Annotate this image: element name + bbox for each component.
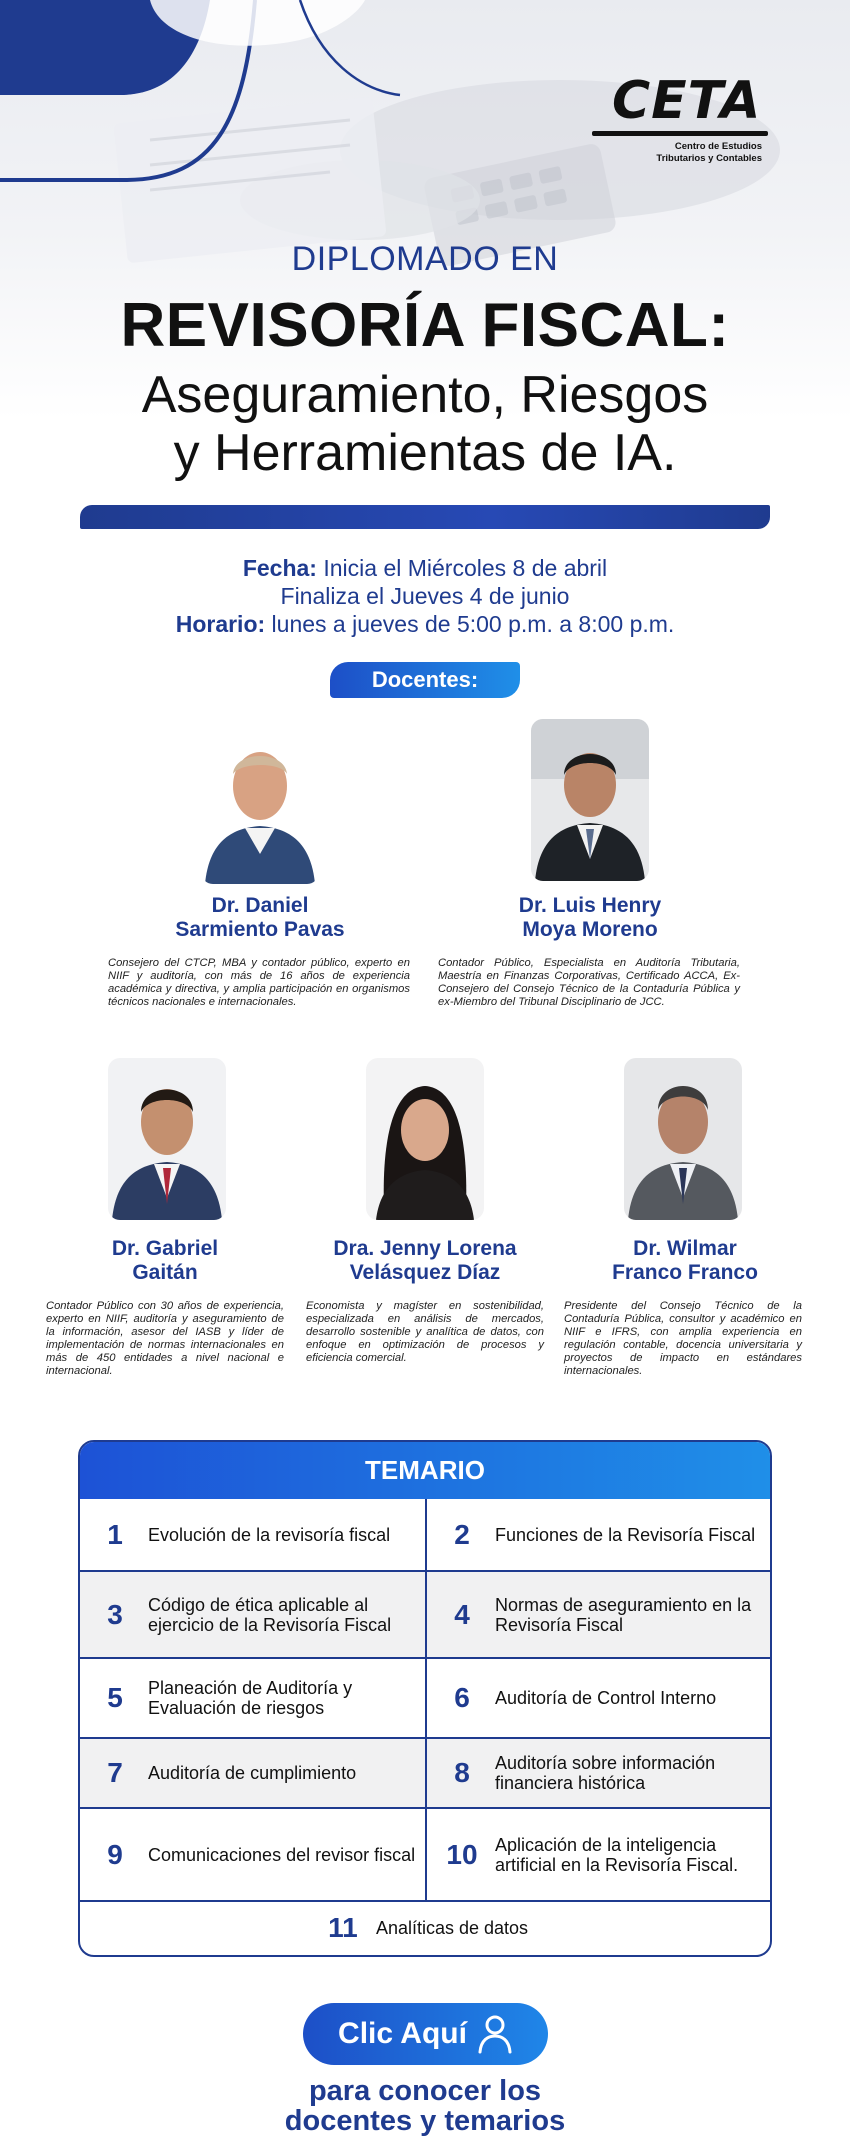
teacher-desc-luis: Contador Público, Especialista en Auditoría Tributaria, Maestría en Finanzas Corporativas, Certificado ACCA, Ex-Consejero del Consejo Técnico de la Contaduría Pública y ex-Miembro del Tribunal Disciplinario de JCC. — [438, 957, 740, 1008]
teacher-name-line1: Dr. Wilmar — [633, 1237, 737, 1260]
logo-underline — [592, 131, 768, 136]
temario-row — [80, 1809, 770, 1902]
temario-item — [425, 1659, 770, 1737]
teacher-photo-wilmar — [624, 1058, 742, 1220]
teacher-photo-jenny — [366, 1058, 484, 1220]
portrait-avatar-icon — [201, 722, 319, 884]
teacher-name-wilmar — [540, 1237, 830, 1285]
temario-item-number: 9 — [107, 1838, 123, 1870]
teacher-name-line2: Sarmiento Pavas — [175, 918, 345, 941]
temario-title: TEMARIO — [80, 1442, 770, 1499]
docentes-label: Docentes: — [330, 662, 520, 698]
teacher-desc-wilmar: Presidente del Consejo Técnico de la Contaduría Pública, consultor y académico en NIIF e IFRS, con amplia experiencia en regulación contable, docencia universitaria y proyectos de impacto en estándares internacionales. — [564, 1300, 802, 1377]
horario-value: lunes a jueves de 5:00 p.m. a 8:00 p.m. — [271, 611, 675, 637]
user-icon — [477, 2014, 513, 2054]
teacher-desc-jenny: Economista y magíster en sostenibilidad, especializada en análisis de mercados, desarrollo sostenible y analítica de datos, con enfoque en optimización de procesos y eficiencia comercial. — [306, 1300, 544, 1364]
cta-subtext — [0, 2076, 850, 2136]
horario-row — [0, 610, 850, 638]
temario-item — [425, 1499, 770, 1570]
teacher-name-line1: Dra. Jenny Lorena — [333, 1237, 517, 1260]
fecha-start: Inicia el Miércoles 8 de abril — [323, 555, 608, 581]
temario-row — [80, 1572, 770, 1659]
corner-decoration — [0, 0, 420, 190]
temario-row — [80, 1659, 770, 1739]
temario-item-number: 11 — [328, 1911, 358, 1943]
teacher-name-line2: Gaitán — [132, 1261, 198, 1284]
subtitle-line2: y Herramientas de IA. — [173, 424, 677, 482]
temario-item — [425, 1572, 770, 1657]
fecha-label: Fecha: — [242, 555, 317, 581]
temario-item-text: Auditoría de Control Interno — [495, 1688, 717, 1708]
cta-sub-line2: docentes y temarios — [284, 2105, 566, 2137]
clic-aqui-button[interactable] — [303, 2003, 548, 2065]
temario-item — [80, 1572, 425, 1657]
teacher-name-line1: Dr. Gabriel — [111, 1237, 219, 1260]
temario-item-number: 1 — [107, 1518, 123, 1550]
teacher-name-line2: Moya Moreno — [522, 918, 658, 941]
temario-item — [80, 1739, 425, 1807]
temario-item-text: Evolución de la revisoría fiscal — [148, 1524, 391, 1545]
teacher-name-luis — [450, 894, 730, 942]
temario-row — [80, 1739, 770, 1809]
temario-item-text: Normas de aseguramiento en la Revisoría Fiscal — [495, 1594, 752, 1635]
teacher-photo-daniel — [201, 722, 319, 884]
teacher-name-jenny — [280, 1237, 570, 1285]
temario-item-text: Aplicación de la inteligencia artificial en la Revisoría Fiscal. — [495, 1834, 739, 1875]
cta-button-label: Clic Aquí — [338, 2017, 467, 2050]
temario-item-text: Planeación de Auditoría y Evaluación de riesgos — [148, 1678, 353, 1718]
temario-item-number: 4 — [454, 1598, 470, 1630]
portrait-avatar-icon — [531, 719, 649, 881]
ceta-logo — [592, 71, 772, 175]
temario-item — [80, 1809, 425, 1900]
temario-item-number: 10 — [446, 1838, 478, 1870]
temario-row — [80, 1902, 770, 1953]
temario-item — [425, 1739, 770, 1807]
temario-row — [80, 1499, 770, 1572]
temario-item-number: 8 — [454, 1757, 470, 1788]
program-kicker: DIPLOMADO EN — [291, 240, 559, 278]
temario-item — [80, 1499, 425, 1570]
teacher-name-line1: Dr. Luis Henry — [518, 894, 662, 917]
cta-sub-line1: para conocer los — [308, 2075, 542, 2107]
teacher-desc-daniel: Consejero del CTCP, MBA y contador público, experto en NIIF y auditoría, con más de 16 años de experiencia académica y directiva, y amplia participación en organismos técnicos nacionales e internacionales. — [108, 957, 410, 1008]
teacher-photo-luis — [531, 719, 649, 881]
logo-subtitle-line2: Tributarios y Contables — [656, 153, 762, 164]
portrait-avatar-icon — [366, 1058, 484, 1220]
fecha-row — [0, 554, 850, 582]
logo-subtitle-line1: Centro de Estudios — [674, 141, 762, 152]
logo-subtitle — [632, 141, 762, 165]
temario-item-number: 6 — [454, 1682, 470, 1713]
schedule-block — [0, 554, 850, 638]
temario-item-text: Auditoría de cumplimiento — [148, 1763, 357, 1783]
temario-item-number: 3 — [107, 1598, 123, 1630]
portrait-avatar-icon — [108, 1058, 226, 1220]
temario-table — [78, 1440, 772, 1957]
subtitle-line1: Aseguramiento, Riesgos — [141, 366, 709, 424]
teacher-photo-gabriel — [108, 1058, 226, 1220]
teacher-name-line2: Velásquez Díaz — [349, 1261, 501, 1284]
title-divider-bar — [80, 505, 770, 529]
teacher-name-gabriel — [20, 1237, 310, 1285]
teacher-name-line2: Franco Franco — [612, 1261, 758, 1284]
temario-item — [425, 1809, 770, 1900]
teacher-name-line1: Dr. Daniel — [211, 894, 309, 917]
temario-item-text: Comunicaciones del revisor fiscal — [148, 1844, 416, 1865]
horario-label: Horario: — [175, 611, 266, 637]
program-title: REVISORÍA FISCAL: — [120, 291, 730, 360]
temario-item-text: Código de ética aplicable al ejercicio de la Revisoría Fiscal — [148, 1594, 392, 1635]
portrait-avatar-icon — [624, 1058, 742, 1220]
temario-item-text: Analíticas de datos — [375, 1917, 529, 1938]
temario-item-text: Auditoría sobre información financiera histórica — [495, 1753, 716, 1793]
temario-item-number: 5 — [107, 1682, 123, 1713]
teacher-name-daniel — [120, 894, 400, 942]
logo-wordmark: CETA — [612, 71, 762, 131]
program-subtitle — [0, 366, 850, 482]
temario-item-text: Funciones de la Revisoría Fiscal — [495, 1524, 756, 1545]
fecha-end: Finaliza el Jueves 4 de junio — [280, 583, 570, 609]
temario-item-number: 2 — [454, 1518, 470, 1550]
temario-item — [80, 1659, 425, 1737]
teacher-desc-gabriel: Contador Público con 30 años de experiencia, experto en NIIF, auditoría y aseguramiento de la información, asesor del IASB y líder de implementación de normas internacionales en más de 450 entidades a nivel nacional e internacional. — [46, 1300, 284, 1377]
temario-item-number: 7 — [107, 1757, 123, 1788]
